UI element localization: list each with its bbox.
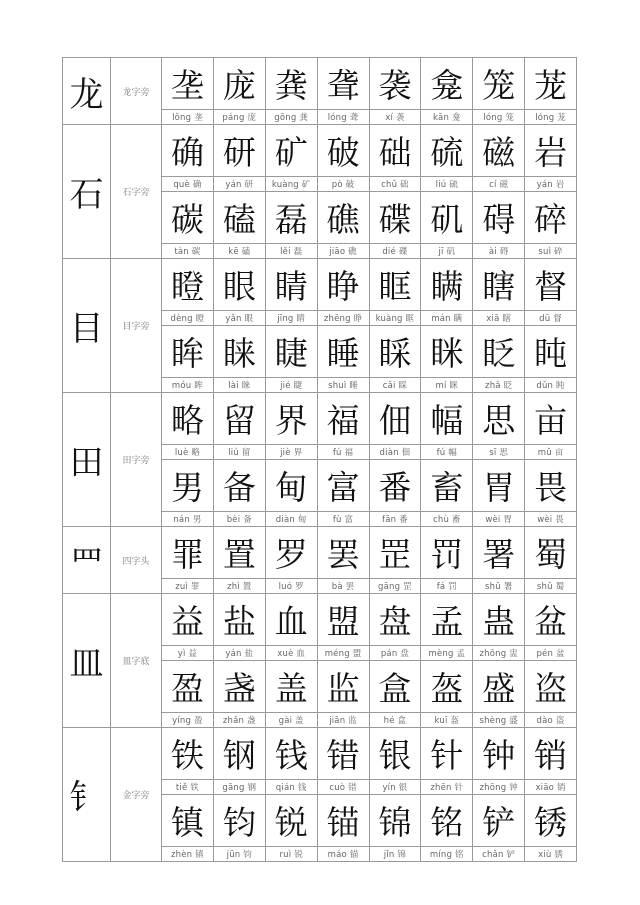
character-cell: 睬 [369, 326, 421, 378]
character-cell: 磁 [473, 125, 525, 177]
character-cell: 眨 [473, 326, 525, 378]
character-cell: 钧 [213, 795, 265, 847]
pinyin-cell: gài 盖 [265, 713, 317, 728]
pinyin-cell: lěi 磊 [265, 244, 317, 259]
pinyin-cell: lóng 聋 [317, 110, 369, 125]
character-cell: 笼 [473, 58, 525, 110]
character-cell: 银 [369, 728, 421, 780]
pinyin-cell: sī 思 [473, 445, 525, 460]
pinyin-cell: xí 袭 [369, 110, 421, 125]
character-cell: 磕 [213, 192, 265, 244]
character-cell: 蜀 [525, 527, 577, 579]
pinyin-cell: zhì 置 [213, 579, 265, 594]
character-cell: 锈 [525, 795, 577, 847]
character-cell: 碟 [369, 192, 421, 244]
character-cell: 福 [317, 393, 369, 445]
character-cell: 亩 [525, 393, 577, 445]
pinyin-cell: páng 庞 [213, 110, 265, 125]
calligraphy-practice-table [62, 57, 577, 862]
pinyin-cell: zhēn 针 [421, 780, 473, 795]
character-cell: 盒 [369, 661, 421, 713]
radical-cell: 龙 [63, 58, 111, 125]
pinyin-cell: ài 碍 [473, 244, 525, 259]
character-cell: 碳 [162, 192, 214, 244]
pinyin-cell: luó 罗 [265, 579, 317, 594]
pinyin-cell: yán 盐 [213, 646, 265, 661]
character-cell: 睡 [317, 326, 369, 378]
pinyin-cell: yín 银 [369, 780, 421, 795]
character-cell: 错 [317, 728, 369, 780]
pinyin-cell: jiè 界 [265, 445, 317, 460]
character-cell: 睁 [317, 259, 369, 311]
radical-cell: 石 [63, 125, 111, 259]
pinyin-cell: pán 盘 [369, 646, 421, 661]
character-cell: 睐 [213, 326, 265, 378]
character-cell: 磊 [265, 192, 317, 244]
character-cell: 眶 [369, 259, 421, 311]
pinyin-cell: chù 畜 [421, 512, 473, 527]
character-cell: 锦 [369, 795, 421, 847]
pinyin-cell: móu 眸 [162, 378, 214, 393]
radical-cell: 皿 [63, 594, 111, 728]
character-cell: 睛 [265, 259, 317, 311]
pinyin-cell: zhǎn 盏 [213, 713, 265, 728]
pinyin-cell: zhèn 镇 [162, 847, 214, 862]
pinyin-cell: kuàng 矿 [265, 177, 317, 192]
char-row [63, 58, 577, 110]
pinyin-cell: xiā 瞎 [473, 311, 525, 326]
pinyin-cell: shǔ 蜀 [525, 579, 577, 594]
pinyin-cell: shèng 盛 [473, 713, 525, 728]
pinyin-cell: míng 铭 [421, 847, 473, 862]
pinyin-cell: pén 盆 [525, 646, 577, 661]
pinyin-cell: yán 岩 [525, 177, 577, 192]
character-cell: 益 [162, 594, 214, 646]
character-cell: 盈 [162, 661, 214, 713]
pinyin-cell: méng 盟 [317, 646, 369, 661]
radical-name-cell: 皿字底 [111, 594, 162, 728]
character-cell: 眯 [421, 326, 473, 378]
pinyin-cell: jǐn 锦 [369, 847, 421, 862]
character-cell: 钱 [265, 728, 317, 780]
char-row [63, 125, 577, 177]
character-cell: 备 [213, 460, 265, 512]
pinyin-cell: fá 罚 [421, 579, 473, 594]
character-cell: 针 [421, 728, 473, 780]
pinyin-cell: dèng 瞪 [162, 311, 214, 326]
character-cell: 略 [162, 393, 214, 445]
character-cell: 镇 [162, 795, 214, 847]
character-cell: 蛊 [473, 594, 525, 646]
pinyin-cell: què 确 [162, 177, 214, 192]
pinyin-cell: fān 番 [369, 512, 421, 527]
pinyin-cell: kān 龛 [421, 110, 473, 125]
pinyin-cell: chǔ 础 [369, 177, 421, 192]
char-row [63, 259, 577, 311]
pinyin-cell: cuò 错 [317, 780, 369, 795]
pinyin-cell: jī 矶 [421, 244, 473, 259]
radical-cell: 田 [63, 393, 111, 527]
pinyin-cell: xiù 锈 [525, 847, 577, 862]
radical-cell: 罒 [63, 527, 111, 594]
pinyin-cell: lóng 茏 [525, 110, 577, 125]
pinyin-cell: mèng 孟 [421, 646, 473, 661]
pinyin-cell: yán 研 [213, 177, 265, 192]
pinyin-cell: qián 钱 [265, 780, 317, 795]
character-cell: 留 [213, 393, 265, 445]
character-cell: 盔 [421, 661, 473, 713]
pinyin-cell: chǎn 铲 [473, 847, 525, 862]
pinyin-cell: liú 留 [213, 445, 265, 460]
pinyin-cell: pò 破 [317, 177, 369, 192]
pinyin-cell: mí 眯 [421, 378, 473, 393]
character-cell: 罚 [421, 527, 473, 579]
character-cell: 碎 [525, 192, 577, 244]
pinyin-cell: tàn 碳 [162, 244, 214, 259]
pinyin-cell: lài 睐 [213, 378, 265, 393]
character-cell: 矶 [421, 192, 473, 244]
pinyin-cell: jiāo 礁 [317, 244, 369, 259]
pinyin-cell: máo 锚 [317, 847, 369, 862]
radical-name-cell: 田字旁 [111, 393, 162, 527]
pinyin-cell: jīng 睛 [265, 311, 317, 326]
pinyin-cell: yì 益 [162, 646, 214, 661]
radical-name-cell: 目字旁 [111, 259, 162, 393]
character-cell: 确 [162, 125, 214, 177]
pinyin-cell: yíng 盈 [162, 713, 214, 728]
character-cell: 睫 [265, 326, 317, 378]
pinyin-cell: zuì 罪 [162, 579, 214, 594]
character-cell: 罗 [265, 527, 317, 579]
character-cell: 盹 [525, 326, 577, 378]
pinyin-cell: xiāo 销 [525, 780, 577, 795]
pinyin-cell: jié 睫 [265, 378, 317, 393]
character-cell: 署 [473, 527, 525, 579]
pinyin-cell: zhǎ 眨 [473, 378, 525, 393]
character-cell: 聋 [317, 58, 369, 110]
pinyin-cell: cǎi 睬 [369, 378, 421, 393]
pinyin-cell: shuì 睡 [317, 378, 369, 393]
pinyin-cell: gāng 罡 [369, 579, 421, 594]
character-cell: 礁 [317, 192, 369, 244]
char-row [63, 527, 577, 579]
character-cell: 眸 [162, 326, 214, 378]
pinyin-cell: diàn 佃 [369, 445, 421, 460]
pinyin-cell: wèi 畏 [525, 512, 577, 527]
radical-name-cell: 金字旁 [111, 728, 162, 862]
pinyin-cell: lóng 笼 [473, 110, 525, 125]
character-cell: 龛 [421, 58, 473, 110]
character-cell: 垄 [162, 58, 214, 110]
character-cell: 础 [369, 125, 421, 177]
character-cell: 甸 [265, 460, 317, 512]
char-row [63, 393, 577, 445]
character-cell: 硫 [421, 125, 473, 177]
character-cell: 锚 [317, 795, 369, 847]
character-cell: 男 [162, 460, 214, 512]
pinyin-cell: dié 碟 [369, 244, 421, 259]
character-cell: 袭 [369, 58, 421, 110]
character-cell: 销 [525, 728, 577, 780]
pinyin-cell: suì 碎 [525, 244, 577, 259]
character-cell: 瞪 [162, 259, 214, 311]
character-cell: 眼 [213, 259, 265, 311]
radical-cell: 目 [63, 259, 111, 393]
character-cell: 思 [473, 393, 525, 445]
character-cell: 畏 [525, 460, 577, 512]
pinyin-cell: zhēng 睁 [317, 311, 369, 326]
character-cell: 矿 [265, 125, 317, 177]
character-cell: 富 [317, 460, 369, 512]
character-cell: 盖 [265, 661, 317, 713]
radical-name-cell: 四字头 [111, 527, 162, 594]
pinyin-cell: dǔn 盹 [525, 378, 577, 393]
pinyin-cell: kē 磕 [213, 244, 265, 259]
table-body [63, 58, 577, 862]
character-cell: 铲 [473, 795, 525, 847]
pinyin-cell: wèi 胃 [473, 512, 525, 527]
pinyin-cell: hé 盒 [369, 713, 421, 728]
pinyin-cell: zhōng 钟 [473, 780, 525, 795]
character-cell: 监 [317, 661, 369, 713]
pinyin-cell: liú 硫 [421, 177, 473, 192]
character-cell: 盟 [317, 594, 369, 646]
pinyin-cell: diàn 甸 [265, 512, 317, 527]
character-cell: 盘 [369, 594, 421, 646]
pinyin-cell: ruì 锐 [265, 847, 317, 862]
pinyin-cell: kuī 盔 [421, 713, 473, 728]
character-cell: 盐 [213, 594, 265, 646]
pinyin-cell: zhōng 盅 [473, 646, 525, 661]
character-cell: 胃 [473, 460, 525, 512]
radical-name-cell: 龙字旁 [111, 58, 162, 125]
pinyin-cell: lǒng 垄 [162, 110, 214, 125]
character-cell: 罡 [369, 527, 421, 579]
character-cell: 破 [317, 125, 369, 177]
char-row [63, 728, 577, 780]
pinyin-cell: gōng 龚 [265, 110, 317, 125]
character-cell: 铁 [162, 728, 214, 780]
character-cell: 孟 [421, 594, 473, 646]
pinyin-cell: tiě 铁 [162, 780, 214, 795]
radical-name-cell: 石字旁 [111, 125, 162, 259]
pinyin-cell: luè 略 [162, 445, 214, 460]
char-row [63, 594, 577, 646]
pinyin-cell: bèi 备 [213, 512, 265, 527]
pinyin-cell: jūn 钧 [213, 847, 265, 862]
character-cell: 铭 [421, 795, 473, 847]
pinyin-cell: mǔ 亩 [525, 445, 577, 460]
character-cell: 岩 [525, 125, 577, 177]
character-cell: 钢 [213, 728, 265, 780]
character-cell: 碍 [473, 192, 525, 244]
character-cell: 血 [265, 594, 317, 646]
character-cell: 瞒 [421, 259, 473, 311]
pinyin-cell: fú 幅 [421, 445, 473, 460]
character-cell: 罪 [162, 527, 214, 579]
pinyin-cell: dū 督 [525, 311, 577, 326]
character-cell: 督 [525, 259, 577, 311]
pinyin-cell: fù 富 [317, 512, 369, 527]
pinyin-cell: bà 罢 [317, 579, 369, 594]
pinyin-cell: gāng 钢 [213, 780, 265, 795]
pinyin-cell: fú 福 [317, 445, 369, 460]
character-cell: 庞 [213, 58, 265, 110]
character-cell: 盗 [525, 661, 577, 713]
character-cell: 盛 [473, 661, 525, 713]
character-cell: 锐 [265, 795, 317, 847]
character-cell: 幅 [421, 393, 473, 445]
pinyin-cell: mán 瞒 [421, 311, 473, 326]
pinyin-cell: dào 盗 [525, 713, 577, 728]
character-cell: 盆 [525, 594, 577, 646]
pinyin-cell: kuàng 眶 [369, 311, 421, 326]
character-cell: 畜 [421, 460, 473, 512]
character-cell: 佃 [369, 393, 421, 445]
pinyin-cell: nán 男 [162, 512, 214, 527]
character-cell: 置 [213, 527, 265, 579]
character-cell: 钟 [473, 728, 525, 780]
pinyin-cell: jiān 监 [317, 713, 369, 728]
character-cell: 茏 [525, 58, 577, 110]
character-cell: 盏 [213, 661, 265, 713]
pinyin-cell: xuè 血 [265, 646, 317, 661]
character-cell: 龚 [265, 58, 317, 110]
character-cell: 界 [265, 393, 317, 445]
radical-cell: 钅 [63, 728, 111, 862]
pinyin-cell: shǔ 署 [473, 579, 525, 594]
pinyin-cell: yǎn 眼 [213, 311, 265, 326]
character-cell: 研 [213, 125, 265, 177]
pinyin-cell: cí 磁 [473, 177, 525, 192]
character-cell: 番 [369, 460, 421, 512]
character-cell: 瞎 [473, 259, 525, 311]
character-cell: 罢 [317, 527, 369, 579]
